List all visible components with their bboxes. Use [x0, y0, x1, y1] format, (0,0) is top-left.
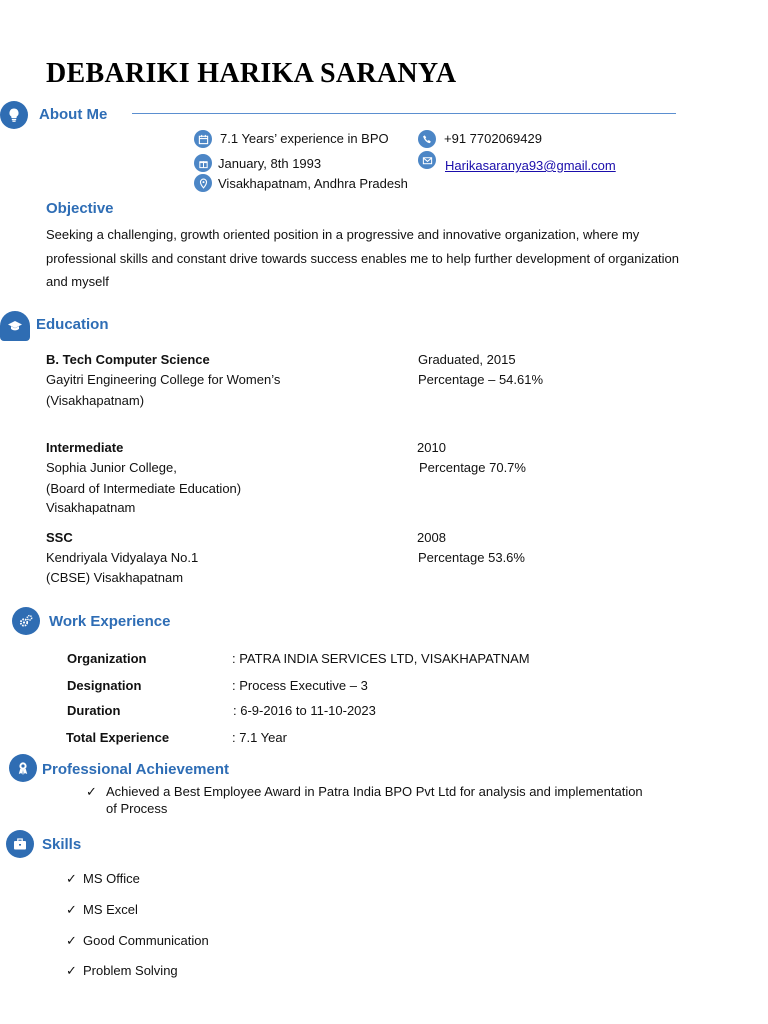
edu-1-location: (Visakhapatnam): [46, 393, 145, 408]
achievement-text-line2: of Process: [106, 801, 168, 816]
edu-1-degree: B. Tech Computer Science: [46, 352, 210, 367]
briefcase-icon: [6, 830, 34, 858]
graduation-cap-icon: [0, 311, 30, 341]
edu-3-degree: SSC: [46, 530, 73, 545]
lightbulb-icon: [0, 101, 28, 129]
skill-2-checkmark: ✓: [66, 902, 77, 917]
calendar-icon: [194, 130, 212, 148]
education-heading: Education: [36, 316, 109, 333]
email-icon: [418, 151, 436, 169]
award-ribbon-icon: [9, 754, 37, 782]
edu-1-year: Graduated, 2015: [418, 352, 516, 367]
work-label-duration: Duration: [67, 703, 121, 718]
about-me-heading: About Me: [39, 106, 108, 123]
achievement-heading: Professional Achievement: [42, 761, 230, 778]
phone-icon: [418, 130, 436, 148]
location-pin-icon: [194, 174, 212, 192]
phone-number: +91 7702069429: [444, 131, 542, 146]
work-label-total-experience: Total Experience: [66, 730, 170, 745]
candidate-name: DEBARIKI HARIKA SARANYA: [46, 58, 457, 89]
skill-2: MS Excel: [83, 902, 138, 917]
edu-2-degree: Intermediate: [46, 440, 124, 455]
experience-summary: 7.1 Years’ experience in BPO: [220, 131, 389, 146]
achievement-text-line1: Achieved a Best Employee Award in Patra India BPO Pvt Ltd for analysis and implementation: [106, 784, 643, 799]
edu-3-board: (CBSE) Visakhapatnam: [46, 570, 184, 585]
edu-2-location: Visakhapatnam: [46, 500, 136, 515]
about-divider: [132, 113, 676, 114]
edu-3-year: 2008: [417, 530, 446, 545]
edu-2-percentage: Percentage 70.7%: [419, 460, 526, 475]
work-label-organization: Organization: [67, 651, 147, 666]
work-label-designation: Designation: [67, 678, 142, 693]
edu-2-institution: Sophia Junior College,: [46, 460, 177, 475]
skill-4-checkmark: ✓: [66, 963, 77, 978]
objective-heading: Objective: [46, 200, 114, 217]
edu-1-percentage: Percentage – 54.61%: [418, 372, 544, 387]
objective-text: Seeking a challenging, growth oriented position in a progressive and innovative organization, where my professional skills and constant drive towards success enables me to help further development of organization and myself: [46, 227, 680, 289]
edu-1-institution: Gayitri Engineering College for Women’s: [46, 372, 281, 387]
work-value-organization: : PATRA INDIA SERVICES LTD, VISAKHAPATNAM: [232, 651, 530, 666]
gears-icon: [12, 607, 40, 635]
work-value-designation: : Process Executive – 3: [232, 678, 368, 693]
edu-2-year: 2010: [417, 440, 446, 455]
edu-3-percentage: Percentage 53.6%: [418, 550, 525, 565]
edu-3-institution: Kendriyala Vidyalaya No.1: [46, 550, 199, 565]
skills-heading: Skills: [42, 836, 82, 853]
location: Visakhapatnam, Andhra Pradesh: [218, 176, 408, 191]
achievement-checkmark: ✓: [86, 784, 97, 799]
work-experience-heading: Work Experience: [49, 613, 171, 630]
date-of-birth: January, 8th 1993: [218, 156, 322, 171]
work-value-duration: : 6-9-2016 to 11-10-2023: [233, 703, 376, 718]
skill-1-checkmark: ✓: [66, 871, 77, 886]
edu-2-board: (Board of Intermediate Education): [46, 481, 242, 496]
skill-3-checkmark: ✓: [66, 933, 77, 948]
skill-4: Problem Solving: [83, 963, 178, 978]
email-link[interactable]: Harikasaranya93@gmail.com: [445, 158, 616, 173]
skill-1: MS Office: [83, 871, 140, 886]
skill-3: Good Communication: [83, 933, 209, 948]
gift-icon: [194, 154, 212, 172]
work-value-total-experience: : 7.1 Year: [232, 730, 287, 745]
